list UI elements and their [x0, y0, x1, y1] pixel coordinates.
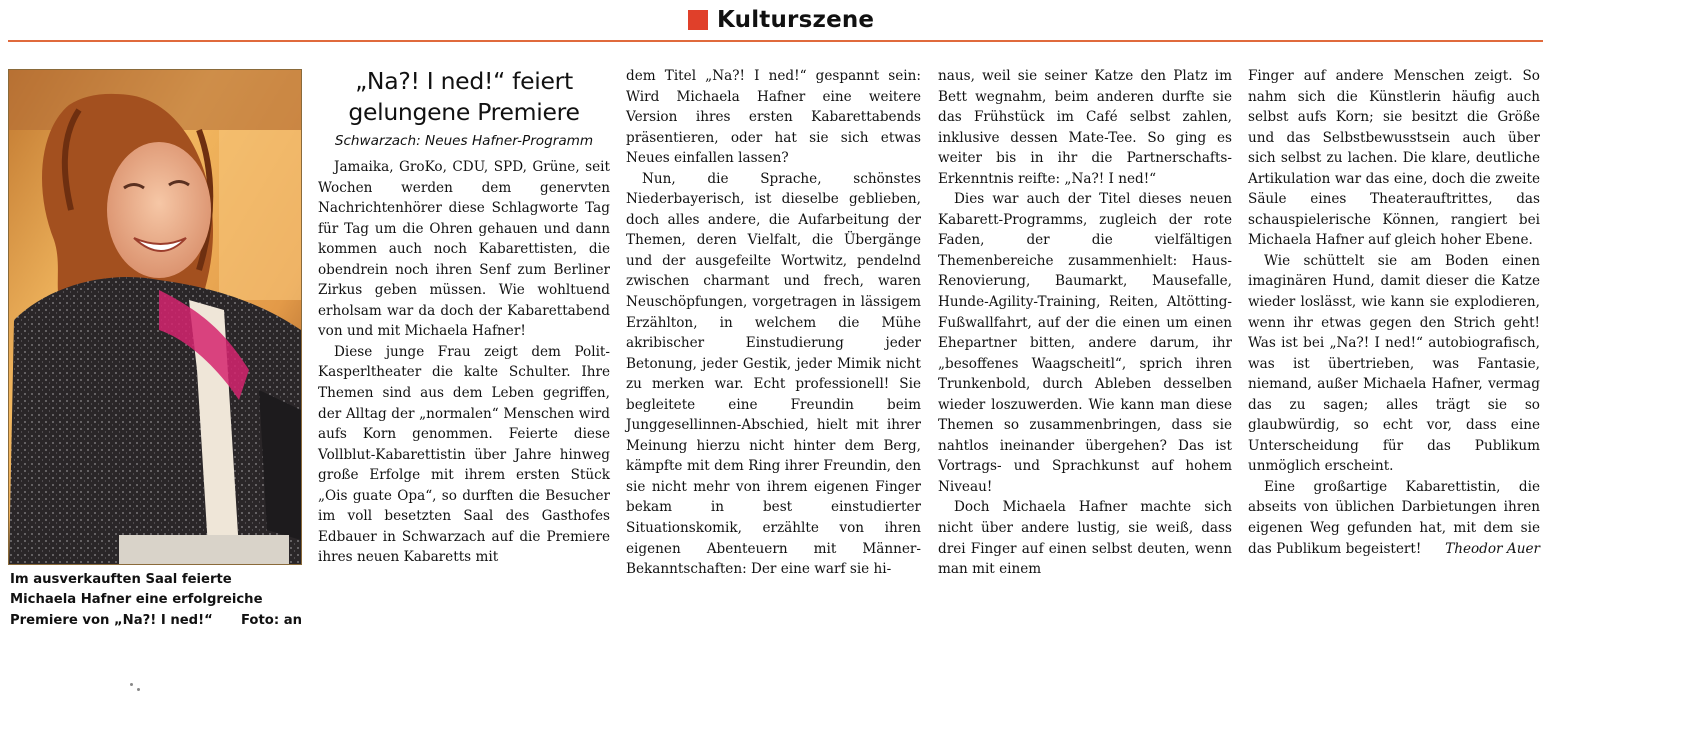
- photo-caption-text: Im ausverkauften Saal feierte Michaela Hafner eine erfolgreiche Premiere von „Na?! I ned!“: [10, 572, 263, 628]
- paragraph: Wie schüttelt sie am Boden einen imaginären Hund, damit dieser die Katze wieder loslässt, wie kann sie explodieren, wenn ihr etwas gegen den Strich geht! Was ist bei „Na?! I ned!“ autobiografisch, was ist übertrieben, was Fantasie, niemand, außer Michaela Hafner, vermag das zu sagen; alles trägt sie so glaubwürdig, so echt vor, dass eine Unterscheidung für das Publikum unmöglich erscheint.: [1248, 252, 1540, 475]
- section-marker-square: [688, 10, 708, 30]
- article-column-2: [626, 66, 921, 580]
- photo-caption: [10, 570, 302, 631]
- article-photo: [8, 69, 302, 565]
- article-headline: „Na?! I ned!“ feiert gelungene Premiere: [348, 67, 580, 126]
- photo-credit: Foto: an: [240, 612, 302, 628]
- paragraph: Dies war auch der Titel dieses neuen Kabarett-Programms, zugleich der rote Faden, der die vielfältigen Themenbereiche zusammenhielt: Haus-Renovierung, Baumarkt, Mausefalle, Hunde-Agility-Training, Reiten, Altötting-Fußwallfahrt, auf der die einen um einen Ehepartner bitten, andere darum, ihr „besoffenes Waagscheitl“, sprich ihren Trunkenbold, durch Ableben desselben wieder loszuwerden. Wie kann man diese Themen so zusammenbringen, dass sie nahtlos ineinander übergehen? Das ist Vortrags- und Sprachkunst auf hohem Niveau!: [938, 191, 1232, 495]
- article-column-1: [318, 66, 610, 568]
- paragraph: Eine großartige Kabarettistin, die abseits von üblichen Darbietungen ihren eigenen Weg gefunden hat, mit dem sie das Publikum begeistert!: [1248, 478, 1540, 557]
- article-subline: Schwarzach: Neues Hafner-Programm: [334, 133, 594, 149]
- article-column-4: [1248, 66, 1540, 560]
- paragraph: Nun, die Sprache, schönstes Niederbayerisch, ist dieselbe geblieben, doch alles andere, die Aufarbeitung der Themen, deren Vielfalt, die Übergänge und der ausgefeilte Wortwitz, pendelnd zwischen charmant und frech, waren Neuschöpfungen, vorgetragen in lässigem Erzählton, in welchem die Mühe akribischer Einstudierung jeder Betonung, jeder Gestik, jeder Mimik nicht zu merken war. Echt professionell! Sie begleitete eine Freundin beim Junggesellinnen-Abschied, hielt mit ihrer Meinung hierzu nicht hinter dem Berg, kämpfte mit dem Ring ihrer Freundin, den sie nicht mehr von ihrem eigenen Finger bekam in best einstudierter Situationskomik, erzählte von ihren eigenen Abenteuern mit Männer-Bekanntschaften: Der eine warf sie hi-: [626, 170, 921, 578]
- section-title: Kulturszene: [717, 7, 875, 33]
- scan-speck: [137, 688, 140, 691]
- paragraph: dem Titel „Na?! I ned!“ gespannt sein: Wird Michaela Hafner eine weitere Version ihres ersten Kabarettabends präsentieren, oder hat sie sich etwas Neues einfallen lassen?: [626, 68, 921, 167]
- article-column-3: [938, 66, 1232, 580]
- performer-photo-illustration: [9, 70, 301, 564]
- paragraph: Finger auf andere Menschen zeigt. So nahm sich die Künstlerin häufig auch selbst aufs Korn; sie besitzt die Größe und das Selbstbewusstsein auch über sich selbst zu lachen. Die klare, deutliche Artikulation war das eine, doch die zweite Säule eines Theaterauftrittes, das schauspielerische Können, rangiert bei Michaela Hafner auf gleich hoher Ebene.: [1248, 68, 1540, 249]
- article-author: Theodor Auer: [1445, 541, 1540, 558]
- section-header: [8, 0, 1543, 42]
- paragraph: Diese junge Frau zeigt dem Polit-Kasperltheater die kalte Schulter. Ihre Themen sind aus dem Leben gegriffen, der Alltag der „normalen“ Menschen wird aufs Korn genommen. Feierte diese Vollblut-Kabarettistin über Jahre hinweg große Erfolge mit ihrem ersten Stück „Ois guate Opa“, so durften die Besucher im voll besetzten Saal des Gasthofes Edbauer in Schwarzach auf die Premiere ihres neuen Kabaretts mit: [318, 343, 610, 566]
- section-rubric: [688, 6, 874, 34]
- paragraph: Jamaika, GroKo, CDU, SPD, Grüne, seit Wochen werden dem genervten Nachrichtenhörer diese Schlagworte Tag für Tag um die Ohren gehauen und dann kommen auch noch Kabarettisten, die obendrein noch ihren Senf zum Berliner Zirkus geben müssen. Wie wohltuend erholsam war da doch der Kabarettabend von und mit Michaela Hafner!: [318, 159, 610, 340]
- paragraph: Doch Michaela Hafner machte sich nicht über andere lustig, sie weiß, dass drei Finger auf einen selbst deuten, wenn man mit einem: [938, 499, 1232, 578]
- paragraph: naus, weil sie seiner Katze den Platz im Bett wegnahm, beim anderen durfte sie das Frühstück im Café selbst zahlen, inklusive dessen Mate-Tee. So ging es weiter bis in ihr die Partnerschafts-Erkenntnis reifte: „Na?! I ned!“: [938, 68, 1232, 187]
- scan-speck: [130, 683, 133, 686]
